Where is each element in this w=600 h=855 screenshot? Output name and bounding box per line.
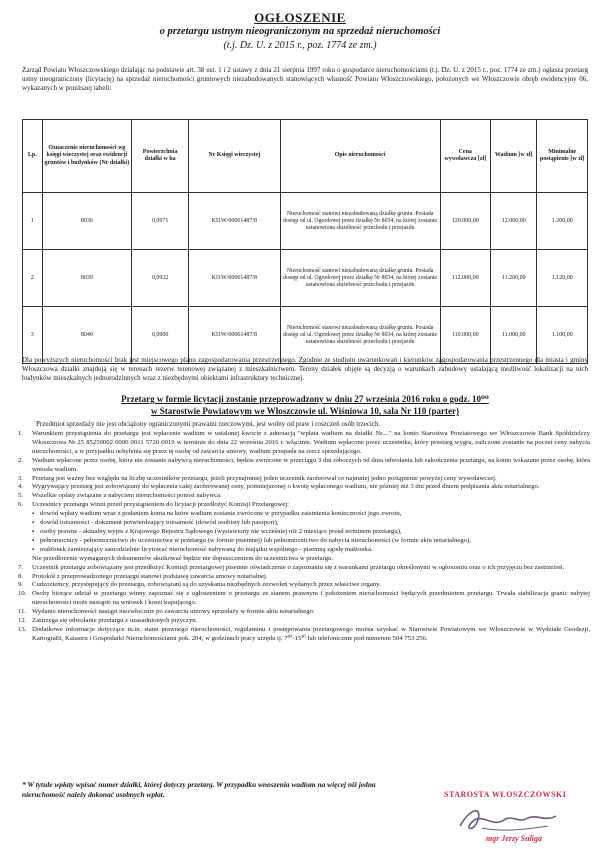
- item-text: Protokół z przeprowadzonego przetargu stanowi podstawę zawarcia umowy notarialnej.: [32, 572, 268, 580]
- table-header-row: [23, 120, 588, 193]
- item-number: 8.: [18, 572, 24, 580]
- cell-powierzchnia: 0,0971: [132, 193, 189, 250]
- item-number: 10.: [18, 590, 27, 598]
- list-item: [18, 475, 590, 484]
- cell-cena: 112.000,00: [440, 250, 491, 307]
- col-wadium: Wadium [w zł]: [491, 120, 537, 193]
- item-number: 9.: [18, 581, 24, 589]
- item-text: Przetarg jest ważny bez względu na liczbę uczestników przetargu, jeżeli przynajmniej jeden uczestnik zaoferował co najmniej jedno postąpienie powyżej ceny wywoławczej.: [32, 474, 497, 482]
- document-subtitle: o przetargu ustnym nieograniczonym na sprzedaż nieruchomości: [159, 26, 441, 37]
- item-number: 13.: [18, 625, 27, 633]
- item-number: 12.: [18, 617, 27, 625]
- signature-icon: [452, 802, 562, 836]
- document-title: OGŁOSZENIE: [254, 10, 346, 25]
- item-text: Cudzoziemcy, przystępujący do przetargu, zobowiązani są do uzyskania niezbędnych zezwoleń wydanych przez właściwe organy.: [32, 581, 381, 589]
- properties-table: [22, 119, 588, 364]
- list-item: [18, 483, 590, 492]
- item-text: Warunkiem przystąpienia do przetargu jest wpłacenie wadium w ustalonej kwocie z adnotacją "wpłata wadium na działki Nr...." na konto Starostwa Powiatowego we Włoszczowie Bank Spółdzielczy Włoszczowa Nr 25 85250002 0000 0011 5720 0019 w terminie do dnia 22 września 2016 r. włącznie. Wadium wpłacone przez uczestnika, który przetarg wygra, zaliczone zostanie na poczet ceny nabycia nieruchomości, a w przypadku uchylenia się przez tę osobę od zawarcia umowy, wadium przepada na rzecz sprzedającego.: [32, 430, 590, 455]
- cell-powierzchnia: 0,0900: [132, 307, 189, 364]
- item-text: Zastrzega się odwołanie przetargu z uzasadnionych przyczyn.: [32, 617, 198, 625]
- item-text: Wygrywający przetarg jest zobowiązany do wpłacenia całej zaoferowanej ceny, pomniejszonej o kwotę wpłaconego wadium, nie później niż 3 dni przed dniem podpisania aktu notarialnego.: [32, 483, 540, 491]
- cell-ksiega: KI1W/00061487/8: [188, 193, 280, 250]
- bullet-item: ▪ dowód wpłaty wadium wraz z podaniem konta na które wadium zostanie zwrócone w przypadku zaistnienia konieczności jego zwrotu,: [32, 510, 590, 519]
- list-item: [18, 581, 590, 590]
- stamp-signatory: mgr Jerzy Suliga: [486, 834, 543, 843]
- legal-reference: (t.j. Dz. U. z 2015 r., poz. 1774 ze zm.): [223, 40, 377, 51]
- conditions-list: [18, 430, 590, 644]
- item-text: Wszelkie opłaty związane z nabyciem nieruchomości ponosi nabywca.: [32, 492, 222, 500]
- item-number: 4.: [18, 483, 24, 491]
- col-lp: Lp.: [23, 120, 43, 193]
- cell-lp: 1: [23, 193, 43, 250]
- col-cena: Cena wywoławcza [zł]: [440, 120, 491, 193]
- cell-wadium: 12.000,00: [491, 193, 537, 250]
- col-ksiega: Nr Księgi wieczystej: [188, 120, 280, 193]
- item-text: Wydanie nieruchomości nastąpi niezwłocznie po zawarciu umowy sprzedaży w formie aktu notarialnego.: [32, 608, 315, 616]
- table-row: [23, 193, 588, 250]
- cell-opis: Nieruchomość stanowi niezabudowaną działkę gruntu. Posiada dostęp od ul. Ogrodowej przez działkę Nr 8034, na której zostanie ustanowiona służebność przechodu i przejazdu: [280, 250, 440, 307]
- list-item: [18, 430, 590, 457]
- list-item: [18, 590, 590, 608]
- stamp-title: STAROSTA WŁOSZCZOWSKI: [444, 790, 567, 799]
- list-item: [18, 492, 590, 501]
- item-number: 5.: [18, 492, 24, 500]
- item-text: Osoby biorące udział w przetargu winny zapoznać się z ogłoszeniem o przetargu ze stanem prawnym i położeniem nieruchomości będących przedmiotem przetargu. Trwała stabilizacja granic nabytej nieruchomości może nastąpić na wniosek i koszt kupującego.: [32, 590, 590, 607]
- table-row: [23, 250, 588, 307]
- required-documents-list: [18, 510, 590, 555]
- cell-powierzchnia: 0,0932: [132, 250, 189, 307]
- list-item: [18, 617, 590, 626]
- official-stamp: [440, 790, 600, 850]
- bullet-item: ▪ osoby prawne - aktualny wypis z Krajowego Rejestru Sądowego (wystawiony nie wcześniej niż 2 miesiące przed terminem przetargu),: [32, 528, 590, 537]
- cell-postapienie: 1.200,00: [537, 193, 588, 250]
- cell-wadium: 11.200,00: [491, 250, 537, 307]
- auction-date-headline: Przetarg w formie licytacji zostanie przeprowadzony w dniu 27 września 2016 roku o godz. 10⁰⁰: [121, 394, 489, 404]
- item-number: 6.: [18, 501, 24, 509]
- planning-paragraph: Dla powyższych nieruchomości brak jest miejscowego planu zagospodarowania przestrzennego. Zgodnie ze studium uwarunkowań i kierunków zagospodarowania przestrzennego dla miasta i gminy Włoszczowa działki znajdują się w terenach rezerw terenowej związanej z mieszkalnictwem. Tereny działek objęte są decyzją o warunkach zabudowy ustalającą możliwość lokalizacji na nich budynków mieszkalnych jednorodzinnych wraz z niezbędnymi obiektami infrastruktury technicznej.: [22, 356, 588, 382]
- cell-cena: 110.000,00: [440, 307, 491, 364]
- list-item: [18, 457, 590, 475]
- cell-postapienie: 1.120,00: [537, 250, 588, 307]
- cell-lp: 3: [23, 307, 43, 364]
- documents-warning: Nie przedłożenie wymaganych dokumentów skutkować będzie nie dopuszczeniem do uczestnictwa w przetargu.: [32, 554, 334, 562]
- bullet-item: ▪ pełnomocnicy - pełnomocnictwo do uczestnictwa w przetargu (w formie pisemnej) lub pełnomocnictwo do nabycia nieruchomości (w formie aktu notarialnego),: [32, 537, 590, 546]
- list-item: [18, 608, 590, 617]
- col-powierzchnia: Powierzchnia działki w ha: [132, 120, 189, 193]
- cell-wadium: 11.000,00: [491, 307, 537, 364]
- cell-ksiega: KI1W/00061487/8: [188, 250, 280, 307]
- col-oznaczenie: Oznaczenie nieruchomości wg księgi wieczystej oraz ewidencji gruntów i budynków (Nr działki): [42, 120, 132, 193]
- cell-dzialka: 8040: [42, 307, 132, 364]
- item-number: 1.: [18, 430, 24, 437]
- intro-paragraph: Zarząd Powiatu Włoszczowskiego działając na podstawie art. 38 ust. 1 i 2 ustawy z dnia 21 sierpnia 1997 roku o gospodarce nieruchomościami (t.j. Dz. U. z 2015 r., poz. 1774 ze zm.) ogłasza przetarg ustny nieograniczony (licytację) na sprzedaż nieruchomości gruntowych niezabudowanych stanowiących własność Powiatu Włoszczowskiego, położonych we Włoszczowie obręb ewidencyjny 06, wykazanych w poniższej tabeli:: [22, 66, 588, 92]
- list-item: [18, 501, 590, 510]
- cell-cena: 120.000,00: [440, 193, 491, 250]
- list-item: [18, 573, 590, 582]
- cell-opis: Nieruchomość stanowi niezabudowaną działkę gruntu. Posiada dostęp od ul. Ogrodowej przez działkę Nr 8034, na której zostanie ustanowiona służebność przechodu i przejazdu: [280, 307, 440, 364]
- auction-place-headline: w Starostwie Powiatowym we Włoszczowie ul. Wiśniowa 10, sala Nr 110 (parter): [151, 406, 459, 416]
- cell-dzialka: 8039: [42, 250, 132, 307]
- cell-dzialka: 8036: [42, 193, 132, 250]
- bullet-item: ▪ małżonek zamierzający samodzielnie licytować nieruchomość nabywaną do majątku wspólnego - pisemną zgodę małżonka.: [32, 546, 590, 555]
- payment-footnote: * W tytule wpłaty wpisać numer działki, której dotyczy przetarg. W przypadku wnoszenia wadium na więcej niż jedna nieruchomość należy dokonać osobnych wpłat.: [22, 780, 376, 799]
- cell-opis: Nieruchomość stanowi niezabudowaną działkę gruntu. Posiada dostęp od ul. Ogrodowej przez działkę Nr 8034, na której zostanie ustanowiona służebność przechodu i przejazdu: [280, 193, 440, 250]
- item-text: Uczestnicy przetargu winni przed przystąpieniem do licytacji przedłożyć Komisji Przetargowej:: [32, 501, 289, 509]
- item-text: Uczestnik przetargu zobowiązany jest przedłożyć Komisji przetargowej pisemne oświadczenie o zapoznaniu się z warunkami przetargu określonymi w ogłoszeniu oraz o ich przyjęciu bez zastrzeżeń.: [32, 563, 565, 571]
- col-opis: Opis nieruchomości: [280, 120, 440, 193]
- encumbrance-note: Przedmiot sprzedaży nie jest obciążony ograniczonymi prawami rzeczowymi, jest wolny od praw i roszczeń osób trzecich.: [36, 420, 381, 428]
- table-row: [23, 307, 588, 364]
- cell-postapienie: 1.100,00: [537, 307, 588, 364]
- list-item: [18, 626, 590, 644]
- item-number: 3.: [18, 474, 24, 482]
- item-number: 2.: [18, 456, 24, 464]
- bullet-item: ▪ dowód tożsamości - dokument potwierdzający tożsamość (dowód osobisty lub paszport),: [32, 519, 590, 528]
- item-number: 11.: [18, 608, 27, 616]
- item-text: Wadium wpłacone przez osobę, która nie zostanie nabywcą nieruchomości, będzie zwrócone w przeciągu 3 dni roboczych od dnia odwołania lub zakończenia przetargu, na konto wskazane przez osobę, która wniosła wadium.: [32, 456, 590, 473]
- col-postapienie: Minimalne postąpienie [w zł]: [537, 120, 588, 193]
- cell-ksiega: KI1W/00061487/8: [188, 307, 280, 364]
- cell-lp: 2: [23, 250, 43, 307]
- list-item: [18, 564, 590, 573]
- item-number: 7.: [18, 563, 24, 571]
- item-text: Dodatkowe informacje dotyczące m.in. stanu prawnego nieruchomości, regulaminu i postępowania przetargowego można uzyskać w Starostwie Powiatowym we Włoszczowie w Wydziale Geodezji, Kartografii, Katastru i Gospodarki Nieruchomościami pok. 204, w godzinach pracy urzędu tj. 7³⁰-15³⁰ lub telefonicznie pod numerem 504 753 256.: [32, 625, 590, 642]
